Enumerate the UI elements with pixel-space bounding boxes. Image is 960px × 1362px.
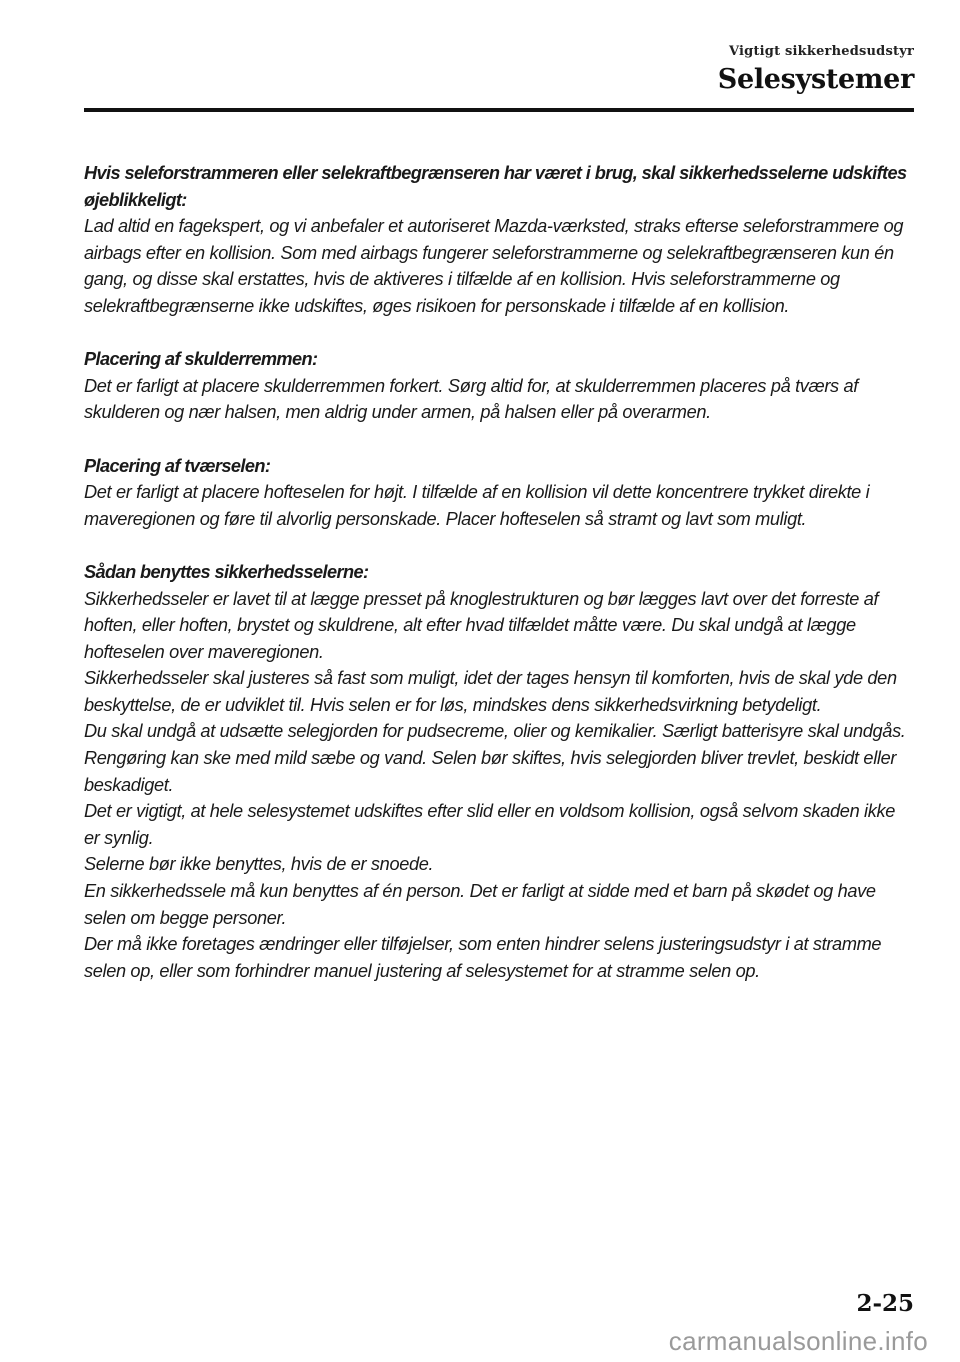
block-belt-usage: [84, 559, 914, 985]
block-heading: Placering af skulderremmen:: [84, 349, 318, 370]
header-divider: [84, 108, 914, 112]
block-heading: Placering af tværselen:: [84, 455, 271, 476]
block-paragraph: Sikkerhedsseler skal justeres så fast som muligt, idet der tages hensyn til komforten, hvis de skal yde den beskyttelse, de er udviklet til. Hvis selen er for løs, mindskes dens sikkerhedsvirkning betydeligt.: [84, 668, 897, 715]
page-header: [718, 44, 914, 95]
block-paragraph: En sikkerhedssele må kun benyttes af én person. Det er farligt at sidde med et barn på skødet og have selen om begge personer.: [84, 881, 876, 928]
block-paragraph: Det er farligt at placere hofteselen for højt. I tilfælde af en kollision vil dette koncentrere trykket direkte i maveregionen og føre til alvorlig personskade. Placer hofteselen så stramt og lavt som muligt.: [84, 482, 870, 529]
warning-text-body: [84, 160, 914, 1011]
block-paragraph: Sikkerhedsseler er lavet til at lægge presset på knoglestrukturen og bør lægges lavt over det forreste af hoften, eller hoften, brystet og skuldrene, alt efter hvad tilfældet måtte være. Du skal undgå at lægge hofteselen over maveregionen.: [84, 588, 879, 662]
block-heading: Hvis seleforstrammeren eller selekraftbegrænseren har været i brug, skal sikkerhedsselerne udskiftes øjeblikkeligt:: [84, 163, 907, 210]
page-number: 2-25: [856, 1290, 914, 1317]
block-paragraph: Selerne bør ikke benyttes, hvis de er snoede.: [84, 854, 434, 875]
block-lap-belt: [84, 453, 914, 533]
block-paragraph: Det er farligt at placere skulderremmen forkert. Sørg altid for, at skulderremmen placeres på tværs af skulderen og nær halsen, men aldrig under armen, på halsen eller på overarmen.: [84, 375, 858, 423]
block-heading: Sådan benyttes sikkerhedsselerne:: [84, 561, 369, 582]
watermark: carmanualsonline.info: [668, 1326, 928, 1356]
block-paragraph: Der må ikke foretages ændringer eller tilføjelser, som enten hindrer selens justeringsudstyr i at stramme selen op, eller som forhindrer manuel justering af selesystemet for at stramme selen op.: [84, 934, 882, 981]
section-label: Vigtigt sikkerhedsudstyr: [728, 44, 914, 59]
block-paragraph: Lad altid en fagekspert, og vi anbefaler et autoriseret Mazda-værksted, straks efterse seleforstrammere og airbags efter en kollision. Som med airbags fungerer seleforstrammerne og selekraftbegrænseren kun én gang, og disse skal erstattes, hvis de aktiveres i tilfælde af en kollision. Hvis seleforstrammerne og selekraftbegrænserne ikke udskiftes, øges risikoen for personskade i tilfælde af en kollision.: [84, 216, 904, 316]
block-shoulder-belt: [84, 346, 914, 426]
chapter-title: Selesystemer: [717, 64, 914, 95]
block-pretensioner-used: [84, 160, 914, 320]
block-paragraph: Det er vigtigt, at hele selesystemet udskiftes efter slid eller en voldsom kollision, også selvom skaden ikke er synlig.: [84, 801, 895, 848]
block-paragraph: Du skal undgå at udsætte selegjorden for pudsecreme, olier og kemikalier. Særligt batterisyre skal undgås. Rengøring kan ske med mild sæbe og vand. Selen bør skiftes, hvis selegjorden bliver trevlet, beskidt eller beskadiget.: [84, 721, 906, 795]
